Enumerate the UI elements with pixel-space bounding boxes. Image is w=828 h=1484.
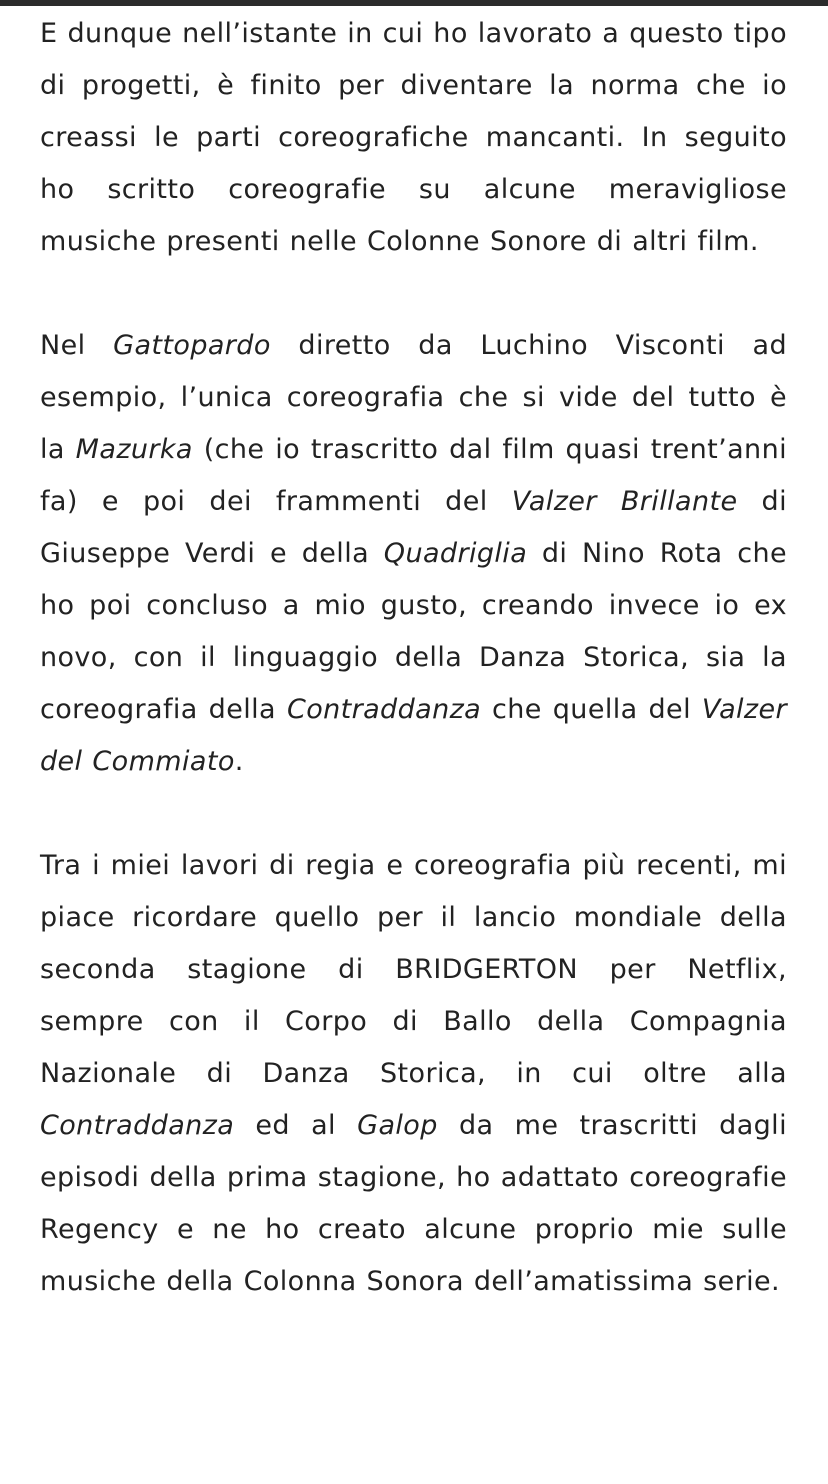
paragraph-1-text: E dunque nell’istante in cui ho lavorato a questo tipo di progetti, è finito per diventare la norma che io creassi le parti coreografiche mancanti. In seguito ho scritto coreografie su alcune meravigliose musiche presenti nelle Colonne Sonore di altri film.	[40, 18, 787, 257]
paragraph-3-run: da me trascritti dagli episodi della prima stagione, ho adattato coreografie Regency e ne ho creato alcune proprio mie sulle musiche della Colonna Sonora dell’amatissima serie.	[40, 1110, 787, 1297]
paragraph-3	[40, 840, 787, 1308]
top-divider	[0, 0, 828, 6]
paragraph-2-run: (che io trascritto dal film quasi trent’anni fa) e poi dei frammenti del	[40, 434, 787, 517]
italic-title: Contraddanza	[40, 1110, 235, 1141]
paragraph-3-run: Tra i miei lavori di regia e coreografia più recenti, mi piace ricordare quello per il lancio mondiale della seconda stagione di BRIDGERTON per Netflix, sempre con il Corpo di Ballo della Compagnia Nazionale di Danza Storica, in cui oltre alla	[40, 850, 787, 1089]
paragraph-2-run: .	[234, 746, 244, 777]
italic-title: Quadriglia	[383, 538, 528, 569]
paragraph-2-run: diretto da Luchino Visconti ad esempio, l’unica coreografia che si vide del tutto è la	[40, 330, 787, 465]
italic-title: Gattopardo	[113, 330, 271, 361]
paragraph-1	[40, 8, 787, 268]
italic-title: Galop	[357, 1110, 438, 1141]
article-body	[40, 8, 787, 1308]
paragraph-3-run: ed al	[234, 1110, 358, 1141]
italic-title: Valzer del Commiato	[40, 694, 787, 777]
paragraph-2-run: che quella del	[481, 694, 702, 725]
paragraph-2-run: Nel	[40, 330, 114, 361]
paragraph-2-run: di Nino Rota che ho poi concluso a mio gusto, creando invece io ex novo, con il linguaggio della Danza Storica, sia la coreografia della	[40, 538, 787, 725]
italic-title: Mazurka	[75, 434, 193, 465]
italic-title: Contraddanza	[286, 694, 482, 725]
paragraph-2	[40, 320, 787, 788]
paragraph-2-run: di Giuseppe Verdi e della	[40, 486, 787, 569]
italic-title: Valzer Brillante	[511, 486, 738, 517]
